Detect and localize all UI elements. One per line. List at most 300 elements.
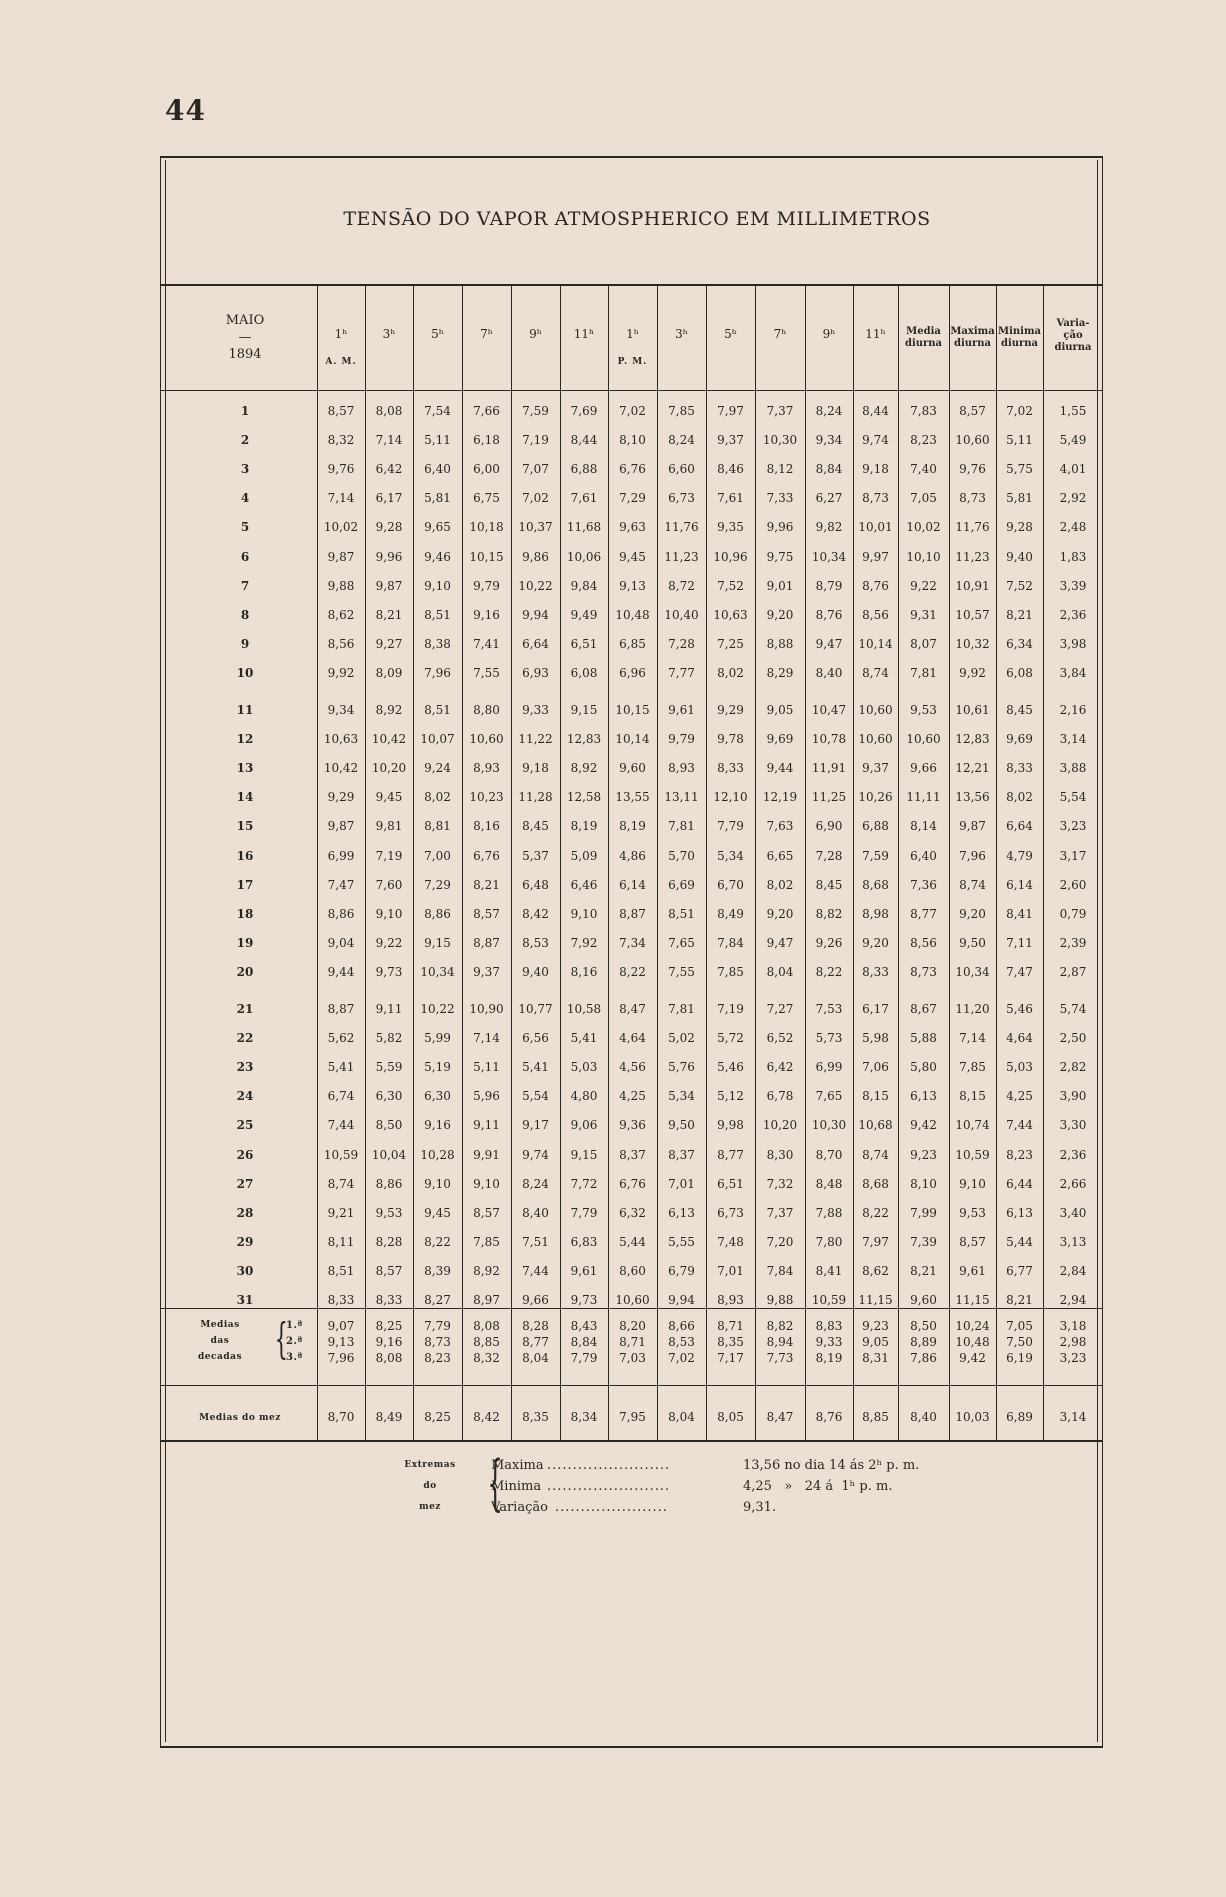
table-cell: 7,34 xyxy=(619,935,646,950)
table-cell: 7,54 xyxy=(424,404,451,418)
table-cell: 9,04 xyxy=(327,935,355,950)
table-cell: 5,70 xyxy=(668,848,695,863)
table-cell: 9,21 xyxy=(327,1205,355,1220)
table-cell: 9,42 xyxy=(910,1118,937,1133)
table-cell: 5,19 xyxy=(424,1060,451,1075)
decade-mean-cell: 9,33 xyxy=(815,1335,843,1349)
table-cell: 9,11 xyxy=(375,1002,403,1016)
day-number: 6 xyxy=(240,549,250,564)
table-cell: 8,76 xyxy=(815,607,843,622)
table-cell: 8,70 xyxy=(815,1147,843,1162)
table-cell: 2,66 xyxy=(1059,1176,1087,1191)
table-cell: 9,10 xyxy=(424,578,451,593)
table-cell: 8,28 xyxy=(375,1234,403,1249)
table-cell: 6,90 xyxy=(815,819,843,834)
table-cell: 9,61 xyxy=(959,1263,986,1278)
table-cell: 10,20 xyxy=(371,761,407,776)
decade-number: 3.ª xyxy=(286,1352,303,1363)
table-cell: 6,78 xyxy=(766,1089,794,1104)
table-cell: 8,92 xyxy=(473,1263,500,1278)
table-cell: 8,73 xyxy=(959,491,986,506)
table-cell: 8,23 xyxy=(910,433,937,448)
month-mean-cell: 8,42 xyxy=(473,1410,500,1424)
table-cell: 7,65 xyxy=(668,935,695,950)
table-cell: 9,22 xyxy=(910,578,937,593)
table-cell: 10,78 xyxy=(811,732,847,747)
column-header: 9ʰ xyxy=(822,327,836,341)
table-cell: 6,34 xyxy=(1006,636,1033,651)
table-cell: 9,69 xyxy=(766,732,794,747)
table-cell: 8,22 xyxy=(815,964,843,979)
table-cell: 8,15 xyxy=(959,1089,986,1104)
table-cell: 10,14 xyxy=(615,732,650,747)
day-number: 24 xyxy=(236,1089,254,1104)
table-cell: 11,76 xyxy=(955,520,990,535)
table-cell: 10,14 xyxy=(858,636,893,651)
table-cell: 7,28 xyxy=(668,636,695,651)
table-cell: 10,40 xyxy=(664,607,699,622)
decade-mean-cell: 3,23 xyxy=(1059,1351,1087,1365)
day-number: 29 xyxy=(236,1234,254,1249)
table-cell: 9,29 xyxy=(327,790,355,805)
table-cell: 8,60 xyxy=(619,1263,646,1278)
table-cell: 7,02 xyxy=(619,404,646,418)
table-cell: 9,87 xyxy=(375,578,403,593)
decade-mean-cell: 8,43 xyxy=(570,1319,598,1333)
table-cell: 9,44 xyxy=(766,761,794,776)
table-cell: 2,92 xyxy=(1059,491,1087,506)
table-cell: 9,28 xyxy=(1006,520,1033,535)
table-cell: 5,80 xyxy=(910,1060,937,1075)
decade-mean-cell: 8,71 xyxy=(717,1319,744,1333)
table-cell: 6,69 xyxy=(668,877,695,892)
table-cell: 1,83 xyxy=(1059,549,1087,564)
table-cell: 9,29 xyxy=(717,703,744,717)
table-cell: 9,46 xyxy=(424,549,451,564)
table-cell: 11,15 xyxy=(955,1293,990,1307)
table-cell: 8,15 xyxy=(862,1089,889,1104)
table-cell: 7,28 xyxy=(815,848,843,863)
decade-mean-cell: 9,05 xyxy=(862,1335,889,1349)
day-number: 25 xyxy=(236,1118,254,1133)
table-cell: 9,17 xyxy=(522,1118,549,1133)
decade-mean-cell: 7,79 xyxy=(570,1351,598,1365)
extreme-dots: ........................ xyxy=(547,1479,671,1494)
table-cell: 8,38 xyxy=(424,636,451,651)
table-cell: 2,94 xyxy=(1059,1293,1087,1307)
table-cell: 9,13 xyxy=(619,578,646,593)
day-number: 23 xyxy=(236,1060,254,1075)
table-cell: 8,67 xyxy=(910,1002,937,1016)
table-cell: 6,32 xyxy=(619,1205,646,1220)
decade-mean-cell: 9,07 xyxy=(327,1319,355,1333)
table-cell: 5,46 xyxy=(1006,1002,1033,1016)
table-cell: 7,37 xyxy=(766,404,794,418)
table-cell: 7,20 xyxy=(766,1234,794,1249)
table-cell: 8,23 xyxy=(1006,1147,1033,1162)
decade-mean-cell: 3,18 xyxy=(1059,1319,1087,1333)
table-cell: 9,87 xyxy=(959,819,986,834)
table-cell: 8,93 xyxy=(668,761,695,776)
table-cell: 7,61 xyxy=(717,491,744,506)
table-cell: 7,84 xyxy=(766,1263,794,1278)
table-cell: 13,56 xyxy=(955,790,990,805)
table-cell: 5,98 xyxy=(862,1031,889,1046)
column-header: 3ʰ xyxy=(675,327,688,341)
table-cell: 9,15 xyxy=(424,935,451,950)
day-number: 16 xyxy=(236,848,254,863)
table-cell: 8,16 xyxy=(570,964,598,979)
table-cell: 4,86 xyxy=(619,848,646,863)
table-cell: 8,45 xyxy=(1006,703,1033,717)
table-cell: 9,10 xyxy=(424,1176,451,1191)
table-cell: 9,98 xyxy=(717,1118,744,1133)
column-subheader: P. M. xyxy=(617,357,648,367)
decade-means-label: das xyxy=(210,1336,230,1346)
table-cell: 8,21 xyxy=(1006,1293,1033,1307)
extremes-label: mez xyxy=(419,1502,441,1512)
table-cell: 8,80 xyxy=(473,703,500,717)
table-cell: 8,08 xyxy=(375,404,403,418)
body-end-rule xyxy=(160,1308,1103,1309)
table-cell: 8,74 xyxy=(862,1147,889,1162)
table-cell: 9,75 xyxy=(766,549,794,564)
month-mean-cell: 8,35 xyxy=(522,1410,549,1424)
table-cell: 11,22 xyxy=(518,732,553,747)
table-cell: 7,85 xyxy=(473,1234,500,1249)
table-cell: 8,87 xyxy=(327,1002,355,1016)
table-cell: 6,56 xyxy=(522,1031,549,1046)
table-cell: 7,85 xyxy=(668,404,695,418)
table-cell: 5,02 xyxy=(668,1031,695,1046)
decade-mean-cell: 8,94 xyxy=(766,1335,794,1349)
decade-mean-cell: 8,31 xyxy=(862,1351,889,1365)
table-cell: 8,51 xyxy=(424,607,451,622)
table-cell: 9,78 xyxy=(717,732,744,747)
table-cell: 7,65 xyxy=(815,1089,843,1104)
day-number: 7 xyxy=(240,578,250,593)
month-mean-cell: 8,76 xyxy=(815,1410,843,1424)
frame-left-rule xyxy=(160,156,161,1748)
table-cell: 10,34 xyxy=(811,549,847,564)
table-cell: 3,90 xyxy=(1059,1089,1087,1104)
table-cell: 10,47 xyxy=(811,703,847,717)
table-cell: 8,93 xyxy=(473,761,500,776)
frame-right-inner-rule xyxy=(1097,160,1098,1742)
table-cell: 9,15 xyxy=(570,703,598,717)
table-cell: 10,59 xyxy=(955,1147,990,1162)
table-cell: 9,20 xyxy=(766,607,794,622)
extreme-dots: ........................ xyxy=(547,1458,671,1473)
table-cell: 9,11 xyxy=(473,1118,500,1133)
table-cell: 5,88 xyxy=(910,1031,937,1046)
month-mean-cell: 3,14 xyxy=(1059,1410,1087,1424)
table-cell: 9,66 xyxy=(910,761,937,776)
table-cell: 10,61 xyxy=(955,703,990,717)
table-cell: 7,52 xyxy=(1006,578,1033,593)
table-cell: 12,83 xyxy=(955,732,990,747)
table-cell: 6,51 xyxy=(570,636,598,651)
table-cell: 7,37 xyxy=(766,1205,794,1220)
table-cell: 5,11 xyxy=(424,433,451,448)
table-cell: 5,09 xyxy=(570,848,598,863)
table-cell: 8,68 xyxy=(862,1176,889,1191)
table-cell: 8,45 xyxy=(522,819,549,834)
day-number: 10 xyxy=(236,665,254,680)
month-mean-cell: 7,95 xyxy=(619,1410,646,1424)
table-cell: 8,44 xyxy=(862,404,889,418)
table-cell: 2,50 xyxy=(1059,1031,1087,1046)
table-cell: 9,92 xyxy=(959,665,986,680)
table-cell: 7,85 xyxy=(959,1060,986,1075)
table-cell: 9,94 xyxy=(522,607,549,622)
table-cell: 8,33 xyxy=(327,1293,355,1307)
table-cell: 9,47 xyxy=(766,935,794,950)
table-cell: 9,87 xyxy=(327,819,355,834)
table-cell: 6,44 xyxy=(1006,1176,1033,1191)
table-cell: 8,77 xyxy=(717,1147,744,1162)
table-cell: 9,87 xyxy=(327,549,355,564)
table-cell: 11,23 xyxy=(664,549,699,564)
table-cell: 5,34 xyxy=(717,848,744,863)
table-cell: 10,58 xyxy=(566,1002,602,1016)
table-cell: 9,53 xyxy=(959,1205,986,1220)
table-cell: 9,22 xyxy=(375,935,403,950)
table-cell: 8,81 xyxy=(424,819,451,834)
table-cell: 9,16 xyxy=(473,607,500,622)
table-cell: 7,59 xyxy=(862,848,889,863)
month-mean-cell: 10,03 xyxy=(955,1410,990,1424)
table-cell: 3,17 xyxy=(1059,848,1087,863)
table-cell: 8,57 xyxy=(327,404,355,418)
header-rule xyxy=(160,390,1103,391)
day-number: 11 xyxy=(236,703,254,717)
table-cell: 8,92 xyxy=(375,703,403,717)
table-cell: 10,63 xyxy=(323,732,359,747)
table-cell: 10,68 xyxy=(858,1118,893,1133)
table-cell: 9,10 xyxy=(959,1176,986,1191)
table-cell: 6,51 xyxy=(717,1176,744,1191)
table-cell: 10,90 xyxy=(469,1002,504,1016)
page-number: 44 xyxy=(165,94,206,127)
table-cell: 8,73 xyxy=(910,964,937,979)
decade-number: 1.ª xyxy=(286,1320,303,1331)
table-cell: 6,00 xyxy=(473,462,500,477)
table-cell: 13,11 xyxy=(664,790,699,805)
table-cell: 7,29 xyxy=(619,491,646,506)
table-cell: 4,25 xyxy=(619,1089,646,1104)
table-cell: 6,27 xyxy=(815,491,843,506)
table-cell: 9,88 xyxy=(766,1293,794,1307)
table-cell: 8,33 xyxy=(717,761,744,776)
table-cell: 7,01 xyxy=(717,1263,744,1278)
table-cell: 7,97 xyxy=(717,404,744,418)
table-cell: 7,51 xyxy=(522,1234,549,1249)
table-cell: 10,42 xyxy=(371,732,407,747)
table-cell: 7,07 xyxy=(522,462,549,477)
table-cell: 7,81 xyxy=(910,665,937,680)
table-cell: 8,04 xyxy=(766,964,794,979)
table-cell: 10,32 xyxy=(955,636,990,651)
table-cell: 9,73 xyxy=(570,1293,598,1307)
table-cell: 9,50 xyxy=(959,935,986,950)
table-cell: 8,51 xyxy=(424,703,451,717)
column-header: 3ʰ xyxy=(382,327,396,341)
table-cell: 9,23 xyxy=(910,1147,937,1162)
table-cell: 8,02 xyxy=(424,790,451,805)
table-cell: 5,46 xyxy=(717,1060,744,1075)
decade-mean-cell: 7,79 xyxy=(424,1319,451,1333)
table-cell: 7,33 xyxy=(766,491,794,506)
table-cell: 10,96 xyxy=(713,549,748,564)
header-corner-month: MAIO xyxy=(225,313,265,328)
month-mean-cell: 6,89 xyxy=(1006,1410,1033,1424)
table-cell: 2,36 xyxy=(1059,607,1087,622)
table-cell: 7,59 xyxy=(522,404,549,418)
table-cell: 5,49 xyxy=(1059,433,1087,448)
decade-mean-cell: 8,50 xyxy=(910,1319,937,1333)
table-cell: 8,98 xyxy=(862,906,889,921)
column-header: 5ʰ xyxy=(724,327,737,341)
table-cell: 8,37 xyxy=(668,1147,695,1162)
table-cell: 3,13 xyxy=(1059,1234,1087,1249)
day-number: 20 xyxy=(236,964,254,979)
table-cell: 6,08 xyxy=(1006,665,1033,680)
table-cell: 8,57 xyxy=(959,404,986,418)
decade-mean-cell: 8,84 xyxy=(570,1335,598,1349)
table-cell: 5,41 xyxy=(570,1031,598,1046)
day-number: 22 xyxy=(236,1031,254,1046)
table-cell: 4,25 xyxy=(1006,1089,1033,1104)
table-cell: 8,74 xyxy=(327,1176,355,1191)
decade-mean-cell: 7,03 xyxy=(619,1351,646,1365)
table-cell: 7,72 xyxy=(570,1176,598,1191)
table-cell: 10,07 xyxy=(420,732,455,747)
table-cell: 8,49 xyxy=(717,906,744,921)
table-cell: 8,86 xyxy=(424,906,451,921)
table-cell: 8,11 xyxy=(327,1234,355,1249)
table-cell: 10,59 xyxy=(323,1147,359,1162)
table-cell: 2,39 xyxy=(1059,935,1087,950)
table-cell: 11,25 xyxy=(811,790,847,805)
frame-bottom-rule xyxy=(160,1746,1103,1748)
table-cell: 8,51 xyxy=(668,906,695,921)
table-cell: 2,60 xyxy=(1059,877,1087,892)
table-cell: 5,73 xyxy=(815,1031,843,1046)
table-cell: 11,23 xyxy=(955,549,990,564)
table-cell: 10,22 xyxy=(518,578,553,593)
table-cell: 8,40 xyxy=(815,665,843,680)
table-cell: 7,66 xyxy=(473,404,500,418)
table-cell: 7,96 xyxy=(959,848,986,863)
table-cell: 8,68 xyxy=(862,877,889,892)
table-cell: 7,84 xyxy=(717,935,744,950)
table-cell: 6,73 xyxy=(717,1205,744,1220)
table-cell: 9,88 xyxy=(327,578,355,593)
table-cell: 8,46 xyxy=(717,462,744,477)
table-cell: 7,01 xyxy=(668,1176,695,1191)
column-header: 7ʰ xyxy=(773,327,787,341)
table-cell: 8,77 xyxy=(910,906,937,921)
decade-mean-cell: 8,32 xyxy=(473,1351,500,1365)
table-cell: 10,18 xyxy=(469,520,504,535)
table-cell: 11,91 xyxy=(811,761,847,776)
table-cell: 9,81 xyxy=(375,819,403,834)
table-cell: 6,73 xyxy=(668,491,695,506)
table-cell: 5,54 xyxy=(522,1089,549,1104)
table-cell: 8,09 xyxy=(375,665,403,680)
table-cell: 9,63 xyxy=(619,520,646,535)
header-corner-year: 1894 xyxy=(228,347,262,362)
table-cell: 9,96 xyxy=(375,549,403,564)
table-cell: 5,41 xyxy=(522,1060,549,1075)
table-cell: 9,45 xyxy=(424,1205,451,1220)
table-cell: 10,60 xyxy=(858,732,893,747)
month-mean-cell: 8,04 xyxy=(668,1410,695,1424)
table-cell: 9,44 xyxy=(327,964,355,979)
table-cell: 2,84 xyxy=(1059,1263,1087,1278)
month-mean-cell: 8,34 xyxy=(570,1410,598,1424)
table-cell: 8,47 xyxy=(619,1002,646,1016)
decade-number: 2.ª xyxy=(286,1336,303,1347)
table-cell: 9,76 xyxy=(959,462,986,477)
table-cell: 9,40 xyxy=(522,964,549,979)
table-cell: 8,74 xyxy=(862,665,889,680)
table-cell: 8,24 xyxy=(668,433,695,448)
table-cell: 10,20 xyxy=(762,1118,798,1133)
decade-mean-cell: 9,16 xyxy=(375,1335,403,1349)
column-header: 1ʰ xyxy=(334,327,348,341)
table-cell: 7,00 xyxy=(424,848,451,863)
table-cell: 8,07 xyxy=(910,636,937,651)
table-cell: 8,24 xyxy=(522,1176,549,1191)
table-cell: 7,97 xyxy=(862,1234,889,1249)
table-cell: 9,65 xyxy=(424,520,451,535)
table-cell: 5,59 xyxy=(375,1060,403,1075)
table-cell: 9,40 xyxy=(1006,549,1033,564)
table-cell: 9,60 xyxy=(910,1293,937,1307)
table-cell: 5,62 xyxy=(327,1031,355,1046)
table-cell: 6,75 xyxy=(473,491,500,506)
table-cell: 2,82 xyxy=(1059,1060,1087,1075)
decade-mean-cell: 7,73 xyxy=(766,1351,794,1365)
table-cell: 9,74 xyxy=(862,433,889,448)
day-number: 31 xyxy=(236,1293,254,1307)
table-cell: 9,61 xyxy=(668,703,695,717)
table-cell: 8,21 xyxy=(473,877,500,892)
table-cell: 8,24 xyxy=(815,404,843,418)
table-cell: 6,88 xyxy=(570,462,598,477)
table-cell: 5,96 xyxy=(473,1089,500,1104)
table-cell: 7,27 xyxy=(766,1002,794,1016)
table-cell: 8,21 xyxy=(375,607,403,622)
day-number: 1 xyxy=(240,404,250,418)
table-cell: 9,20 xyxy=(766,906,794,921)
table-cell: 8,45 xyxy=(815,877,843,892)
table-cell: 7,19 xyxy=(522,433,549,448)
decade-mean-cell: 8,66 xyxy=(668,1319,695,1333)
table-cell: 10,60 xyxy=(858,703,893,717)
day-number: 14 xyxy=(236,790,254,805)
table-cell: 8,92 xyxy=(570,761,598,776)
day-number: 4 xyxy=(240,491,250,506)
decade-mean-cell: 8,85 xyxy=(473,1335,500,1349)
table-cell: 10,30 xyxy=(762,433,798,448)
month-mean-cell: 8,85 xyxy=(862,1410,889,1424)
table-cell: 6,79 xyxy=(668,1263,695,1278)
table-cell: 4,01 xyxy=(1059,462,1087,477)
means-rule xyxy=(160,1385,1103,1386)
